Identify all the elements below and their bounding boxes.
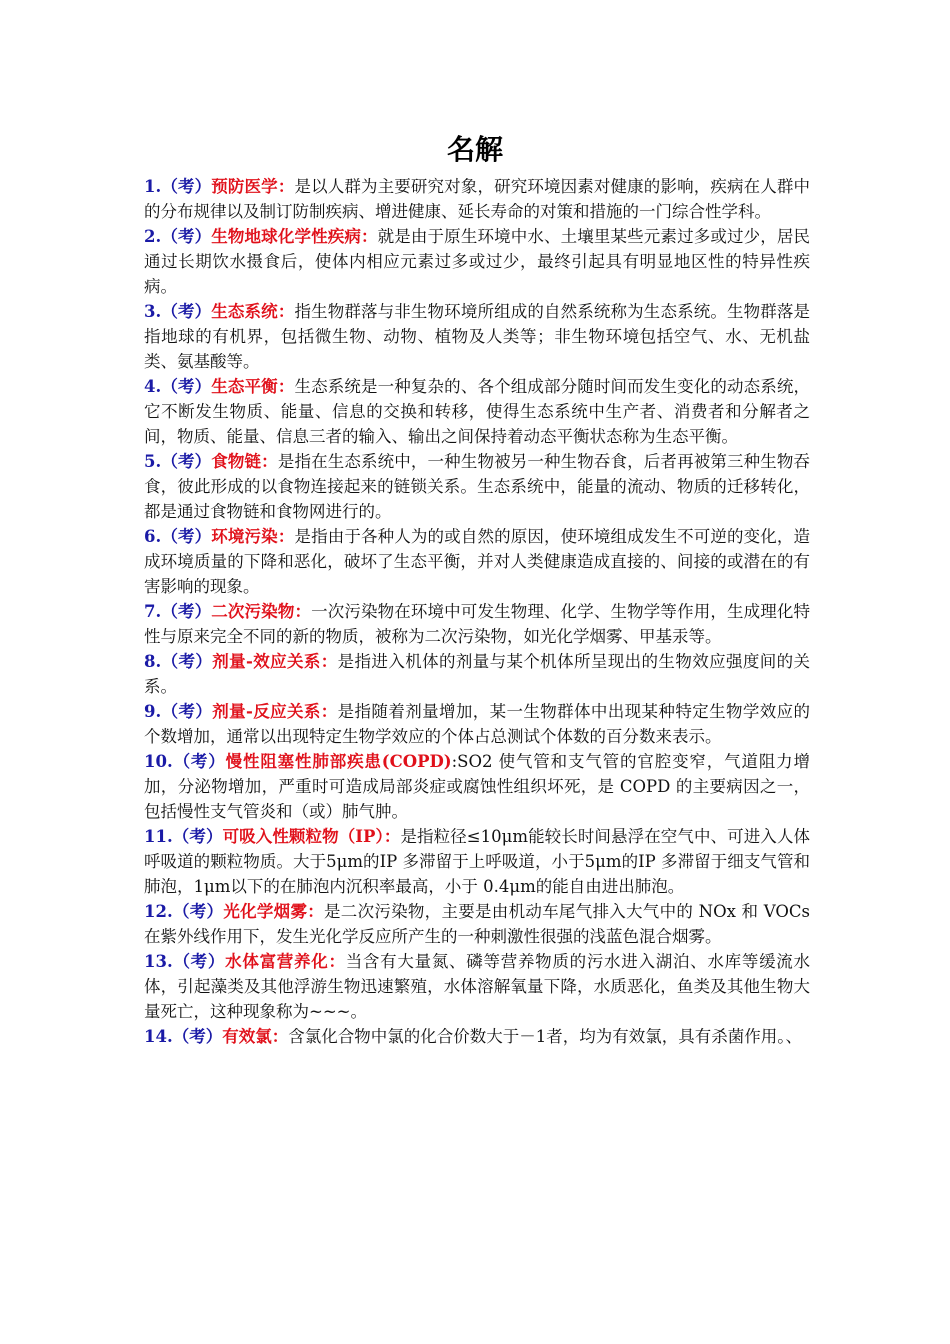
entry-definition: 当含有大量氮、磷等营养物质的污水进入湖泊、水库等缓流水体，引起藻类及其他浮游生物迅速繁殖，水体溶解氧量下降，水质恶化，鱼类及其他生物大量死亡，这种现象称为~~~。 <box>144 952 811 1021</box>
entry-definition: 一次污染物在环境中可发生物理、化学、生物学等作用，生成理化特性与原来完全不同的新的物质，被称为二次污染物，如光化学烟雾、甲基汞等。 <box>144 602 811 646</box>
definition-entry <box>144 824 810 899</box>
exam-tag: （考） <box>172 1027 223 1046</box>
entry-term: 预防医学： <box>211 177 295 196</box>
entry-term: 剂量-反应关系： <box>212 702 338 721</box>
entry-definition: 指生物群落与非生物环境所组成的自然系统称为生态系统。生物群落是指地球的有机界，包括微生物、动物、植物及人类等；非生物环境包括空气、水、无机盐类、氨基酸等。 <box>144 302 811 371</box>
exam-tag: （考） <box>161 227 212 246</box>
entry-number: 10. <box>144 752 173 771</box>
exam-tag: （考） <box>161 377 212 396</box>
exam-tag: （考） <box>172 827 223 846</box>
definition-entry <box>144 599 810 649</box>
exam-tag: （考） <box>161 652 213 671</box>
exam-tag: （考） <box>161 302 212 321</box>
exam-tag: （考） <box>161 452 212 471</box>
entry-term: 有效氯： <box>222 1027 289 1046</box>
entry-term: 慢性阻塞性肺部疾患(COPD) <box>225 752 452 771</box>
entry-term: 食物链： <box>211 452 278 471</box>
entry-number: 3. <box>144 302 162 321</box>
entry-number: 2. <box>144 227 162 246</box>
entry-definition: 是二次污染物，主要是由机动车尾气排入大气中的 NOx 和 VOCs 在紫外线作用下，发生光化学反应所产生的一种刺激性很强的浅蓝色混合烟雾。 <box>144 902 811 946</box>
entry-term: 剂量-效应关系： <box>212 652 338 671</box>
exam-tag: （考） <box>172 902 224 921</box>
definition-entry <box>144 449 810 524</box>
entry-number: 4. <box>144 377 162 396</box>
entry-term: 光化学烟雾： <box>223 902 325 921</box>
entry-definition: 生态系统是一种复杂的、各个组成部分随时间而发生变化的动态系统，它不断发生物质、能量、信息的交换和转移，使得生态系统中生产者、消费者和分解者之间，物质、能量、信息三者的输入、输出之间保持着动态平衡状态称为生态平衡。 <box>144 377 811 446</box>
entry-term: 二次污染物： <box>211 602 312 621</box>
entry-definition: 是指随着剂量增加，某一生物群体中出现某种特定生物学效应的个数增加，通常以出现特定生物学效应的个体占总测试个体数的百分数来表示。 <box>144 702 810 746</box>
entry-number: 8. <box>144 652 162 671</box>
definition-entry <box>144 1024 810 1049</box>
entry-definition: 含氯化合物中氯的化合价数大于－1者，均为有效氯，具有杀菌作用。、 <box>288 1027 802 1046</box>
definition-entry <box>144 749 810 824</box>
entry-term: 生态平衡： <box>211 377 295 396</box>
entry-definition: 是以人群为主要研究对象，研究环境因素对健康的影响，疾病在人群中的分布规律以及制订防制疾病、增进健康、延长寿命的对策和措施的一门综合性学科。 <box>144 177 811 221</box>
definition-entry <box>144 524 810 599</box>
definition-entry <box>144 174 810 224</box>
entry-definition: 是指进入机体的剂量与某个机体所呈现出的生物效应强度间的关系。 <box>144 652 810 696</box>
definition-entry <box>144 899 810 949</box>
exam-tag: （考） <box>172 952 226 971</box>
exam-tag: （考） <box>161 527 212 546</box>
page-title: 名解 <box>446 133 503 166</box>
definition-entry <box>144 949 810 1024</box>
entry-number: 14. <box>144 1027 173 1046</box>
entry-number: 11. <box>144 827 173 846</box>
exam-tag: （考） <box>161 602 212 621</box>
definition-entry <box>144 299 810 374</box>
exam-tag: （考） <box>172 752 226 771</box>
exam-tag: （考） <box>161 702 213 721</box>
entry-number: 13. <box>144 952 173 971</box>
entry-definition: 是指由于各种人为的或自然的原因，使环境组成发生不可逆的变化，造成环境质量的下降和恶化，破坏了生态平衡，并对人类健康造成直接的、间接的或潜在的有害影响的现象。 <box>144 527 811 596</box>
entry-number: 6. <box>144 527 162 546</box>
entry-definition: 是指粒径≤10μm能较长时间悬浮在空气中、可进入人体呼吸道的颗粒物质。大于5μm的IP 多滞留于上呼吸道，小于5μm的IP 多滞留于细支气管和肺泡，1μm以下的在肺泡内沉积率最高，小于 0.4μm的能自由进出肺泡。 <box>144 827 810 896</box>
entry-term: 可吸入性颗粒物（IP）： <box>222 827 401 846</box>
definition-entry <box>144 649 810 699</box>
definition-entry <box>144 699 810 749</box>
entry-number: 7. <box>144 602 162 621</box>
exam-tag: （考） <box>161 177 212 196</box>
entry-definition: :SO2 使气管和支气管的官腔变窄，气道阻力增加，分泌物增加，严重时可造成局部炎症或腐蚀性组织坏死，是 COPD 的主要病因之一，包括慢性支气管炎和（或）肺气肿。 <box>144 752 811 821</box>
entry-term: 水体富营养化： <box>225 952 346 971</box>
entry-number: 9. <box>144 702 162 721</box>
entry-number: 5. <box>144 452 162 471</box>
entry-number: 12. <box>144 902 173 921</box>
definition-entry <box>144 374 810 449</box>
entry-number: 1. <box>144 177 162 196</box>
entry-term: 生物地球化学性疾病： <box>211 227 378 246</box>
entry-term: 环境污染： <box>211 527 295 546</box>
definition-list <box>144 174 810 1049</box>
entry-definition: 就是由于原生环境中水、土壤里某些元素过多或过少，居民通过长期饮水摄食后，使体内相应元素过多或过少，最终引起具有明显地区性的特异性疾病。 <box>144 227 811 296</box>
entry-term: 生态系统： <box>211 302 295 321</box>
entry-definition: 是指在生态系统中，一种生物被另一种生物吞食，后者再被第三种生物吞食，彼此形成的以食物连接起来的链锁关系。生态系统中，能量的流动、物质的迁移转化，都是通过食物链和食物网进行的。 <box>144 452 811 521</box>
definition-entry <box>144 224 810 299</box>
